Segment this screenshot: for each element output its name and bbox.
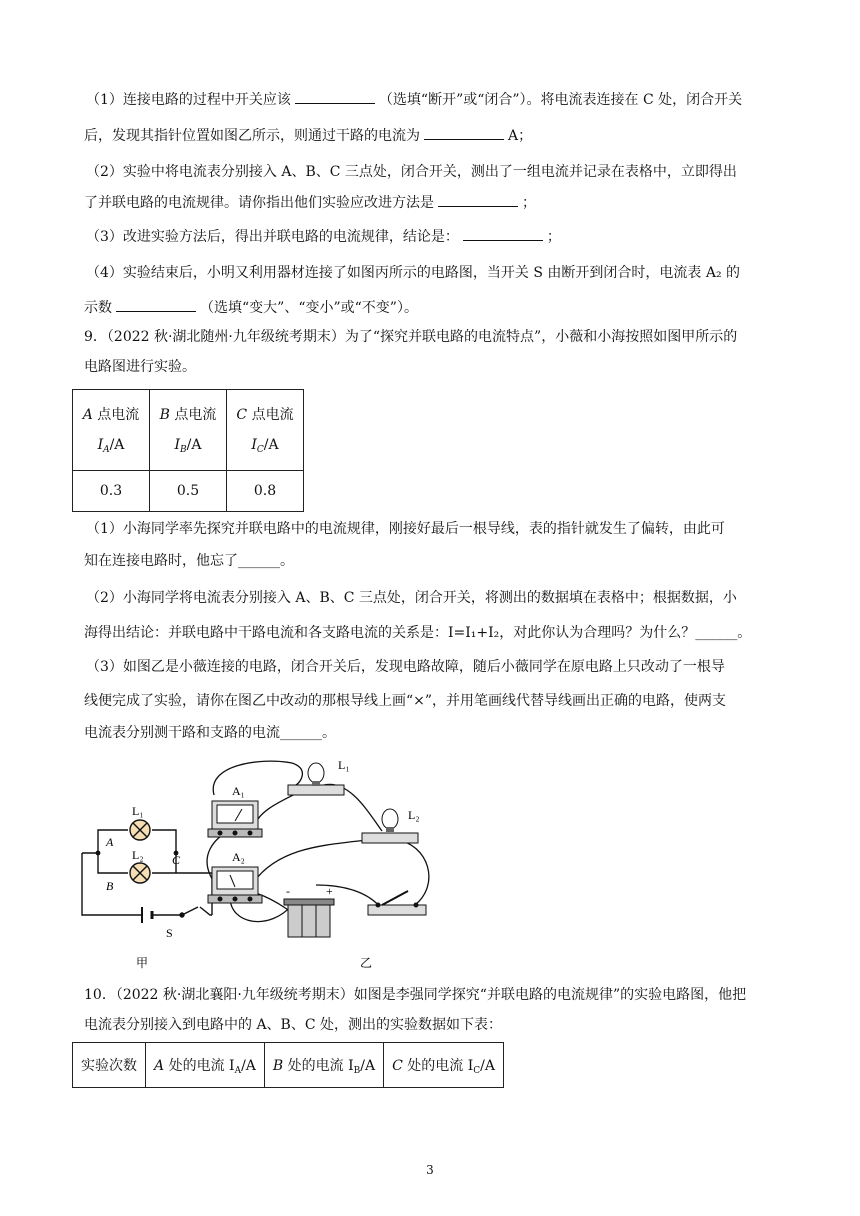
q9-part1-line1: （1）小海同学率先探究并联电路中的电流规律，刚接好最后一根导线，表的指针就发生了偏转，由此可: [86, 521, 725, 537]
label-B: B: [106, 879, 114, 893]
q8-part2-line1: （2）实验中将电流表分别接入 A、B、C 三点处，闭合开关，测出了一组电流并记录在表格中，立即得出: [86, 164, 737, 180]
q8-part1-line2: 后，发现其指针位置如图乙所示，则通过干路的电流为 A；: [84, 125, 532, 147]
q9-part3-line3: 电流表分别测干路和支路的电流______。: [84, 725, 336, 741]
table-header-cell: B 处的电流 $I_B/A$: [264, 1043, 383, 1088]
q10-intro-line2: 电流表分别接入到电路中的 A、B、C 处，测出的实验数据如下表：: [84, 1017, 503, 1033]
table-header-cell: A 点电流 $I_A/A$: [73, 390, 150, 471]
table-header-cell: C 点电流 $I_C/A$: [227, 390, 304, 471]
page-number: 3: [426, 1163, 434, 1177]
q10-intro-line1: 10．（2022 秋·湖北襄阳·九年级统考期末）如图是李强同学探究“并联电路的电流规律”的实验电路图，他把: [84, 987, 747, 1003]
label-L2-jia: L₂: [132, 848, 144, 862]
label-plus: +: [326, 884, 333, 898]
answer-blank[interactable]: [438, 192, 518, 207]
label-A2: A₂: [232, 850, 245, 864]
table-header-cell: B 点电流 $I_B/A$: [150, 390, 227, 471]
answer-blank[interactable]: [424, 125, 504, 140]
table-header-cell: 实验次数: [73, 1043, 146, 1088]
bulb-L1-icon: [288, 763, 344, 795]
table-header-cell: C 处的电流 $I_C/A$: [384, 1043, 504, 1088]
q8-part4-line1: （4）实验结束后，小明又利用器材连接了如图丙所示的电路图，当开关 S 由断开到闭合时，电流表 A₂ 的: [86, 265, 741, 281]
q9-part3-line1: （3）如图乙是小薇连接的电路，闭合开关后，发现电路故障，随后小薇同学在原电路上只改动了一根导: [86, 659, 725, 675]
q8-part4-line2: 示数 （选填“变大”、“变小”或“不变”）。: [84, 297, 418, 319]
answer-blank[interactable]: [295, 89, 375, 104]
q9-intro-line2: 电路图进行实验。: [84, 359, 196, 375]
label-C: C: [172, 853, 181, 867]
q9-part2-line2: 海得出结论：并联电路中干路电流和各支路电流的关系是：I=I₁+I₂，对此你认为合理吗？为什么？______。: [84, 625, 752, 641]
table-header-cell: A 处的电流 $I_A/A$: [146, 1043, 265, 1088]
q9-data-table: [72, 389, 304, 512]
table-cell: 0.5: [150, 471, 227, 512]
answer-blank[interactable]: [116, 297, 196, 312]
label-L2-yi: L₂: [408, 808, 420, 822]
q9-part2-line1: （2）小海同学将电流表分别接入 A、B、C 三点处，闭合开关，将测出的数据填在表格中；根据数据，小: [86, 590, 737, 606]
label-minus: -: [286, 884, 290, 898]
answer-blank[interactable]: [463, 226, 543, 241]
q8-part2-line2: 了并联电路的电流规律。请你指出他们实验应改进方法是 ；: [84, 192, 536, 214]
label-A: A: [106, 835, 114, 849]
label-L1-jia: L₁: [132, 804, 144, 818]
q9-part3-line2: 线便完成了实验，请你在图乙中改动的那根导线上画“×”，并用笔画线代替导线画出正确的电路，使两支: [84, 693, 727, 709]
label-L1-yi: L₁: [338, 758, 350, 772]
label-jia: 甲: [136, 956, 149, 970]
q9-part1-line2: 知在连接电路时，他忘了______。: [84, 553, 294, 569]
switch-icon: [368, 891, 426, 915]
ammeter-A1-icon: [208, 801, 262, 837]
schematic-jia: [82, 820, 212, 923]
q9-intro-line1: 9．（2022 秋·湖北随州·九年级统考期末）为了“探究并联电路的电流特点”，小薇和小海按照如图甲所示的: [84, 329, 738, 345]
q8-part1-line1: （1）连接电路的过程中开关应该 （选填“断开”或“闭合”）。将电流表连接在 C 处，闭合开关: [86, 89, 742, 111]
label-A1: A₁: [232, 784, 245, 798]
circuit-figure: [70, 755, 450, 975]
node-dot: [96, 851, 101, 856]
ammeter-A2-icon: [208, 867, 262, 903]
q8-part3: （3）改进实验方法后，得出并联电路的电流规律，结论是： ；: [86, 226, 561, 248]
label-S: S: [166, 926, 173, 940]
table-cell: 0.8: [227, 471, 304, 512]
table-cell: 0.3: [73, 471, 150, 512]
battery-icon: [284, 899, 334, 937]
q10-data-table: [72, 1042, 504, 1088]
label-yi: 乙: [360, 956, 373, 970]
